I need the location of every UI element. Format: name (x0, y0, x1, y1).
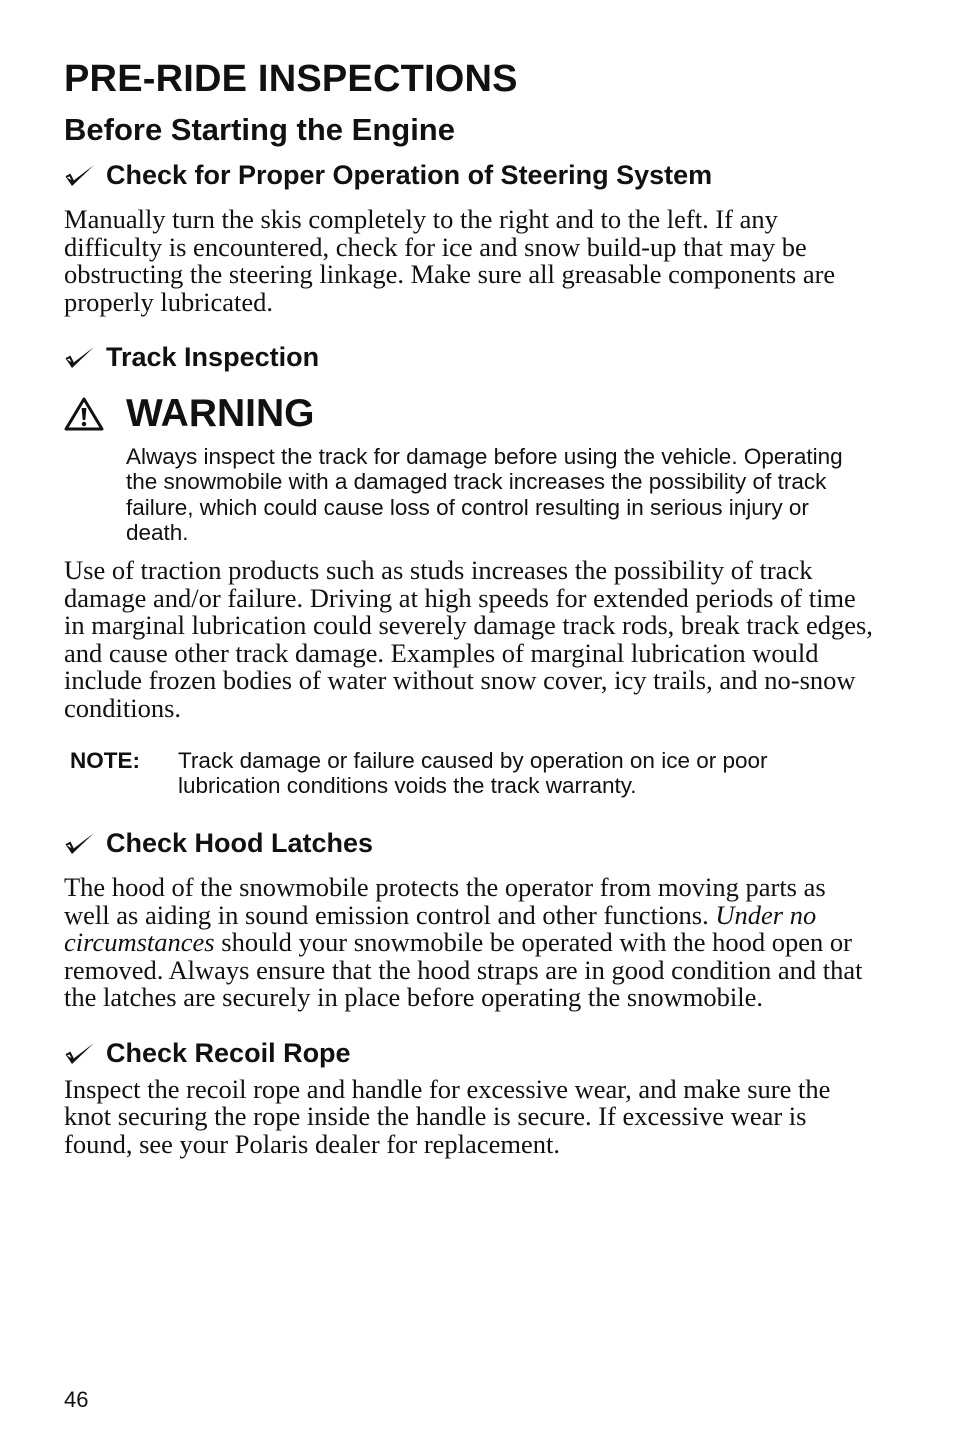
steering-body: Manually turn the skis completely to the right and to the left. If any difficulty is encountered, check for ice and snow build-up that may be obstructing the steering linkage. Make sure all greasable components are properly lubricated. (64, 204, 836, 317)
hood-body-end: should your snowmobile be operated with the hood open or removed. Always ensure that the hood straps are in good condition and that the latches are securely in place before operating the snowmobile. (64, 927, 863, 1013)
checkmark-icon (64, 344, 96, 370)
warning-box (64, 390, 874, 545)
warning-triangle-icon (64, 396, 104, 432)
hood-body-start: The hood of the snowmobile protects the operator from moving parts as well as aiding in sound emission control and other functions. (64, 872, 826, 930)
hood-body-emphasis: Under no circumstances (64, 899, 817, 958)
page-title: PRE-RIDE INSPECTIONS (64, 58, 518, 100)
manual-page (64, 52, 874, 1158)
heading-hood (64, 824, 874, 862)
heading-track (64, 338, 874, 376)
warning-text: Always inspect the track for damage before using the vehicle. Operating the snowmobile with a damaged track increases the possibility of track failure, which could cause loss of control resulting in serious injury or death. (126, 444, 843, 545)
heading-hood-label: Check Hood Latches (106, 828, 374, 859)
note-label: NOTE: (70, 748, 140, 774)
page-subtitle: Before Starting the Engine (64, 112, 455, 147)
heading-steering-label: Check for Proper Operation of Steering System (106, 160, 713, 190)
heading-recoil-label: Check Recoil Rope (106, 1037, 351, 1068)
warning-header (64, 390, 874, 438)
checkmark-icon (64, 830, 96, 856)
warning-title: WARNING (126, 392, 315, 435)
heading-steering (64, 156, 874, 194)
heading-track-label: Track Inspection (106, 342, 320, 372)
recoil-body: Inspect the recoil rope and handle for excessive wear, and make sure the knot securing the rope inside the handle is secure. If excessive wear is found, see your Polaris dealer for replacement. (64, 1073, 831, 1159)
track-body: Use of traction products such as studs increases the possibility of track damage and/or failure. Driving at high speeds for extended periods of time in marginal lubrication could severely damage track rods, break track edges, and cause other track damage. Examples of marginal lubrication would include frozen bodies of water without snow cover, icy trails, and no-snow conditions. (64, 555, 873, 723)
page-number: 46 (64, 1387, 89, 1412)
checkmark-icon (64, 162, 96, 188)
hood-body (64, 874, 874, 1012)
checkmark-icon (64, 1040, 96, 1066)
heading-recoil (64, 1034, 874, 1072)
note-block (70, 748, 874, 798)
note-text: Track damage or failure caused by operation on ice or poor lubrication conditions voids the track warranty. (178, 748, 768, 799)
